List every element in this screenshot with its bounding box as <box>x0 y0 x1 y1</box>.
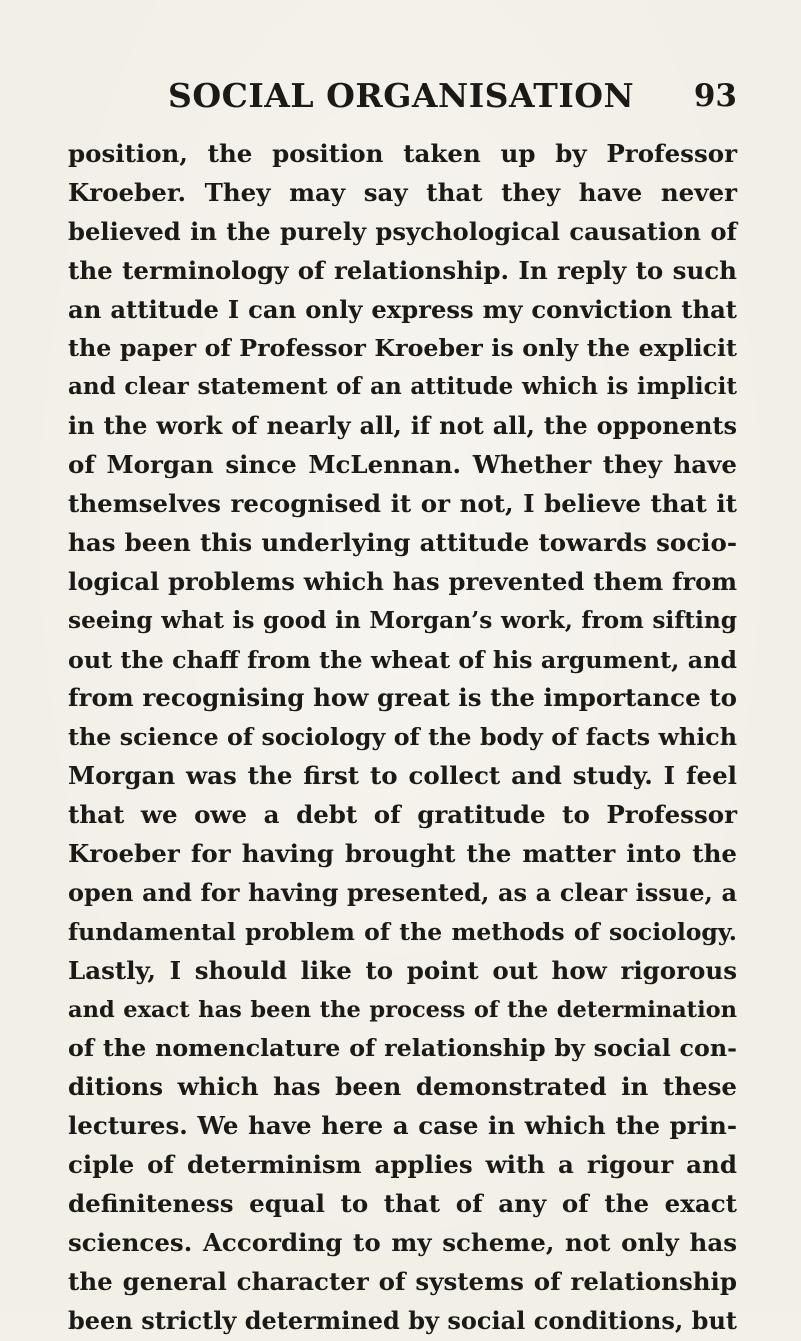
text-line: ciple of determinism applies with a rigour and <box>68 1150 737 1180</box>
page-number: 93 <box>693 78 737 114</box>
text-line: has been this underlying attitude towards socio- <box>68 527 737 557</box>
text-line: ditions which has been demonstrated in these <box>68 1072 737 1102</box>
running-head <box>68 72 737 120</box>
text-line: position, the position taken up by Professor <box>68 139 737 168</box>
text-line: open and for having presented, as a clear issue, a <box>68 877 737 907</box>
text-line: Kroeber. They may say that they have never <box>68 177 737 207</box>
text-line: from recognising how great is the importance to <box>68 683 737 713</box>
text-line: seeing what is good in Morgan’s work, from sifting <box>68 606 737 634</box>
text-line: the paper of Professor Kroeber is only the explicit <box>68 334 737 363</box>
text-line: the general character of systems of relationship <box>68 1266 737 1296</box>
text-line: of the nomenclature of relationship by social con- <box>68 1034 737 1063</box>
text-line: been strictly determined by social conditions, but <box>68 1305 737 1335</box>
text-line: logical problems which has prevented them from <box>68 566 737 596</box>
running-title: SOCIAL ORGANISATION <box>168 76 635 115</box>
text-line: fundamental problem of the methods of sociology. <box>68 917 737 946</box>
text-line: sciences. According to my scheme, not only has <box>68 1227 737 1257</box>
text-line: and exact has been the process of the determination <box>68 996 737 1023</box>
text-line: Morgan was the first to collect and study. I feel <box>68 761 737 791</box>
text-line: an attitude I can only express my conviction that <box>68 294 737 324</box>
body-text <box>68 135 737 1341</box>
text-line: out the chaff from the wheat of his argument, and <box>68 645 737 674</box>
text-line: the science of sociology of the body of facts which <box>68 723 737 752</box>
text-line: Kroeber for having brought the matter into the <box>68 839 737 869</box>
text-line: believed in the purely psychological causation of <box>68 216 737 246</box>
text-line: Lastly, I should like to point out how rigorous <box>68 955 737 985</box>
text-line: definiteness equal to that of any of the exact <box>68 1189 737 1219</box>
text-line: the terminology of relationship. In reply to such <box>68 255 737 285</box>
text-line: in the work of nearly all, if not all, the opponents <box>68 411 737 441</box>
text-line: themselves recognised it or not, I believe that it <box>68 489 737 519</box>
text-line: lectures. We have here a case in which the prin- <box>68 1111 737 1141</box>
text-line: of Morgan since McLennan. Whether they have <box>68 450 737 480</box>
text-line: and clear statement of an attitude which is implicit <box>68 373 737 401</box>
text-line: that we owe a debt of gratitude to Professor <box>68 800 737 830</box>
